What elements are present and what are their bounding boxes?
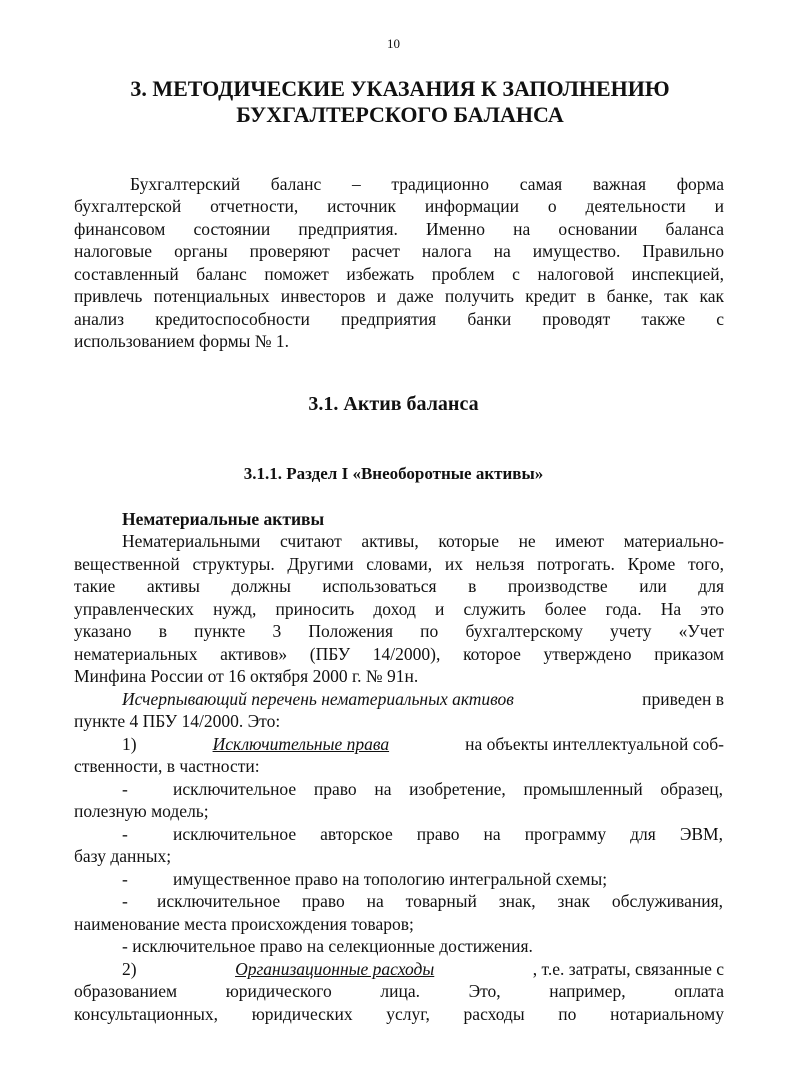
list-intro-line2: пункте 4 ПБУ 14/2000. Это: [74, 711, 281, 731]
item-2 [122, 958, 724, 980]
dash-item-line1: имущественное право на топологию интегральной схемы; [173, 869, 608, 889]
intro-line: составленный баланс поможет избежать проблем с налоговой инспекцией, [74, 264, 724, 284]
item-2-line2: образованием юридического лица. Это, например, оплата [74, 981, 724, 1001]
item-2-line3: консультационных, юридических услуг, расходы по нотариальному [74, 1004, 724, 1024]
chapter-title-line1: 3. МЕТОДИЧЕСКИЕ УКАЗАНИЯ К ЗАПОЛНЕНИЮ [130, 76, 670, 101]
nma-line: Нематериальными считают активы, которые не имеют материально- [122, 531, 724, 551]
dash-item-5: - исключительное право на селекционные достижения. [122, 936, 533, 956]
nma-line: Минфина России от 16 октября 2000 г. № 91н. [74, 666, 419, 686]
nma-line: такие активы должны использоваться в производстве или для [74, 576, 724, 596]
nma-line: нематериальных активов» (ПБУ 14/2000), которое утверждено приказом [74, 644, 724, 664]
subsection-title: 3.1.1. Раздел I «Внеоборотные активы» [243, 464, 544, 483]
intro-line: бухгалтерской отчетности, источник информации о деятельности и [74, 196, 724, 216]
item-1 [122, 733, 724, 755]
intro-line: использованием формы № 1. [74, 331, 290, 351]
dash-item-line1: исключительное право на товарный знак, знак обслуживания, [157, 891, 723, 911]
dash-item-line2: полезную модель; [74, 801, 209, 821]
dash-bullet: - [122, 869, 128, 889]
dash-bullet: - [122, 891, 128, 911]
item-2-title: Организационные расходы [235, 959, 435, 979]
list-intro-italic: Исчерпывающий перечень нематериальных активов [122, 689, 514, 709]
dash-item-line2: наименование места происхождения товаров; [74, 914, 414, 934]
item-2-rest: , т.е. затраты, связанные с [532, 959, 724, 979]
nma-heading: Нематериальные активы [122, 509, 325, 529]
intro-line: налоговые органы проверяют расчет налога на имущество. Правильно [74, 241, 724, 261]
dash-bullet: - [122, 824, 128, 844]
list-intro-rest: приведен в [642, 689, 724, 709]
intro-line: анализ кредитоспособности предприятия банки проводят также с [74, 309, 724, 329]
section-title: 3.1. Актив баланса [308, 393, 479, 415]
item-2-number: 2) [122, 959, 137, 979]
chapter-title [60, 76, 740, 128]
dash-item-line1: исключительное право на изобретение, промышленный образец, [173, 779, 723, 799]
nma-line: указано в пункте 3 Положения по бухгалтерскому учету «Учет [74, 621, 724, 641]
item-1-title: Исключительные права [212, 734, 390, 754]
item-1-number: 1) [122, 734, 137, 754]
intro-line: привлечь потенциальных инвесторов и даже получить кредит в банке, так как [74, 286, 724, 306]
intro-line: Бухгалтерский баланс – традиционно самая важная форма [130, 174, 724, 194]
intro-line: финансовом состоянии предприятия. Именно на основании баланса [74, 219, 724, 239]
list-intro [122, 688, 724, 710]
nma-line: управленческих нужд, приносить доход и служить более года. На это [74, 599, 724, 619]
nma-line: вещественной структуры. Другими словами, их нельзя потрогать. Кроме того, [74, 554, 724, 574]
dash-item-line2: базу данных; [74, 846, 172, 866]
dash-item-line1: исключительное авторское право на программу для ЭВМ, [173, 824, 723, 844]
item-1-rest: на объекты интеллектуальной соб- [465, 734, 724, 754]
item-1-line2: ственности, в частности: [74, 756, 260, 776]
dash-bullet: - [122, 779, 128, 799]
chapter-title-line2: БУХГАЛТЕРСКОГО БАЛАНСА [236, 102, 564, 127]
page-number: 10 [387, 36, 400, 51]
